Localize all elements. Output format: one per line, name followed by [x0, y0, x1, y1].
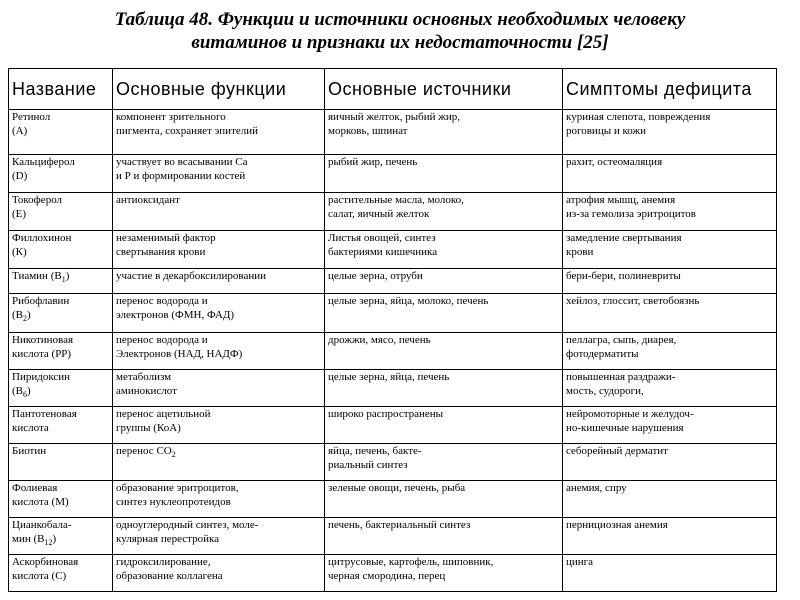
table-row: [9, 193, 777, 231]
table-row: [9, 555, 777, 592]
sources-cell: дрожжи, мясо, печень: [325, 333, 563, 370]
table-row: [9, 110, 777, 155]
vitamin-name: Пантотеновая кислота: [9, 407, 113, 444]
vitamins-table: [8, 68, 777, 592]
sources-cell: яйца, печень, бакте- риальный синтез: [325, 444, 563, 481]
functions-cell: участвует во всасывании Са и Р и формировании костей: [113, 155, 325, 193]
symptoms-cell: замедление свертывания крови: [563, 231, 777, 269]
sources-cell: целые зерна, яйца, молоко, печень: [325, 294, 563, 333]
table-row: [9, 407, 777, 444]
functions-cell: перенос $СО_2$: [113, 444, 325, 481]
functions-cell: гидроксилирование, образование коллагена: [113, 555, 325, 592]
symptoms-cell: пернициозная анемия: [563, 518, 777, 555]
functions-cell: перенос водорода и электронов (ФМН, ФАД): [113, 294, 325, 333]
symptoms-cell: себорейный дерматит: [563, 444, 777, 481]
symptoms-cell: повышенная раздражи- мость, судороги,: [563, 370, 777, 407]
vitamin-name: Филлохинон (К): [9, 231, 113, 269]
vitamin-name: Биотин: [9, 444, 113, 481]
vitamin-name: Аскорбиновая кислота (С): [9, 555, 113, 592]
table-row: [9, 155, 777, 193]
functions-cell: перенос водорода и Электронов (НАД, НАДФ): [113, 333, 325, 370]
vitamin-name: Ретинол (А): [9, 110, 113, 155]
vitamin-name: Рибофлавин $(B_2)$: [9, 294, 113, 333]
vitamin-name: Кальциферол (D): [9, 155, 113, 193]
functions-cell: участие в декарбоксилировании: [113, 269, 325, 294]
header-symptoms: Симптомы дефицита: [563, 69, 777, 110]
header-name: Название: [9, 69, 113, 110]
functions-cell: образование эритроцитов, синтез нуклеопротеидов: [113, 481, 325, 518]
table-row: [9, 269, 777, 294]
sources-cell: цитрусовые, картофель, шиповник, черная смородина, перец: [325, 555, 563, 592]
table-row: [9, 370, 777, 407]
table-row: [9, 294, 777, 333]
sources-cell: яичный желток, рыбий жир, морковь, шпинат: [325, 110, 563, 155]
functions-cell: незаменимый фактор свертывания крови: [113, 231, 325, 269]
table-row: [9, 481, 777, 518]
symptoms-cell: нейромоторные и желудоч- но-кишечные нарушения: [563, 407, 777, 444]
sources-cell: широко распространены: [325, 407, 563, 444]
symptoms-cell: атрофия мышц, анемия из-за гемолиза эритроцитов: [563, 193, 777, 231]
symptoms-cell: цинга: [563, 555, 777, 592]
sources-cell: целые зерна, яйца, печень: [325, 370, 563, 407]
symptoms-cell: бери-бери, полиневриты: [563, 269, 777, 294]
symptoms-cell: хейлоз, глоссит, светобоязнь: [563, 294, 777, 333]
vitamin-name: Никотиновая кислота (РР): [9, 333, 113, 370]
caption-line-1: Таблица 48. Функции и источники основных необходимых человеку: [114, 9, 686, 30]
caption-line-2: витаминов и признаки их недостаточности [25]: [191, 32, 609, 53]
table-header-row: [9, 69, 777, 110]
sources-cell: растительные масла, молоко, салат, яичный желток: [325, 193, 563, 231]
functions-cell: перенос ацетильной группы (КоА): [113, 407, 325, 444]
sources-cell: зеленые овощи, печень, рыба: [325, 481, 563, 518]
symptoms-cell: пеллагра, сыпь, диарея, фотодерматиты: [563, 333, 777, 370]
sources-cell: рыбий жир, печень: [325, 155, 563, 193]
vitamin-name: Фолиевая кислота (М): [9, 481, 113, 518]
header-functions: Основные функции: [113, 69, 325, 110]
functions-cell: одноуглеродный синтез, моле- кулярная перестройка: [113, 518, 325, 555]
sources-cell: печень, бактериальный синтез: [325, 518, 563, 555]
symptoms-cell: рахит, остеомаляция: [563, 155, 777, 193]
symptoms-cell: анемия, спру: [563, 481, 777, 518]
functions-cell: метаболизм аминокислот: [113, 370, 325, 407]
functions-cell: компонент зрительного пигмента, сохраняет эпителий: [113, 110, 325, 155]
sources-cell: Листья овощей, синтез бактериями кишечника: [325, 231, 563, 269]
sources-cell: целые зерна, отруби: [325, 269, 563, 294]
vitamin-name: Пиридоксин $(B_6)$: [9, 370, 113, 407]
header-sources: Основные источники: [325, 69, 563, 110]
symptoms-cell: куриная слепота, повреждения роговицы и кожи: [563, 110, 777, 155]
table-row: [9, 444, 777, 481]
vitamin-name: Цианкобала- мин $(B_{12})$: [9, 518, 113, 555]
table-row: [9, 333, 777, 370]
table-row: [9, 518, 777, 555]
vitamin-name: Токоферол (Е): [9, 193, 113, 231]
functions-cell: антиоксидант: [113, 193, 325, 231]
table-caption: [0, 8, 800, 54]
vitamin-name: Тиамин $(B_1)$: [9, 269, 113, 294]
table-row: [9, 231, 777, 269]
